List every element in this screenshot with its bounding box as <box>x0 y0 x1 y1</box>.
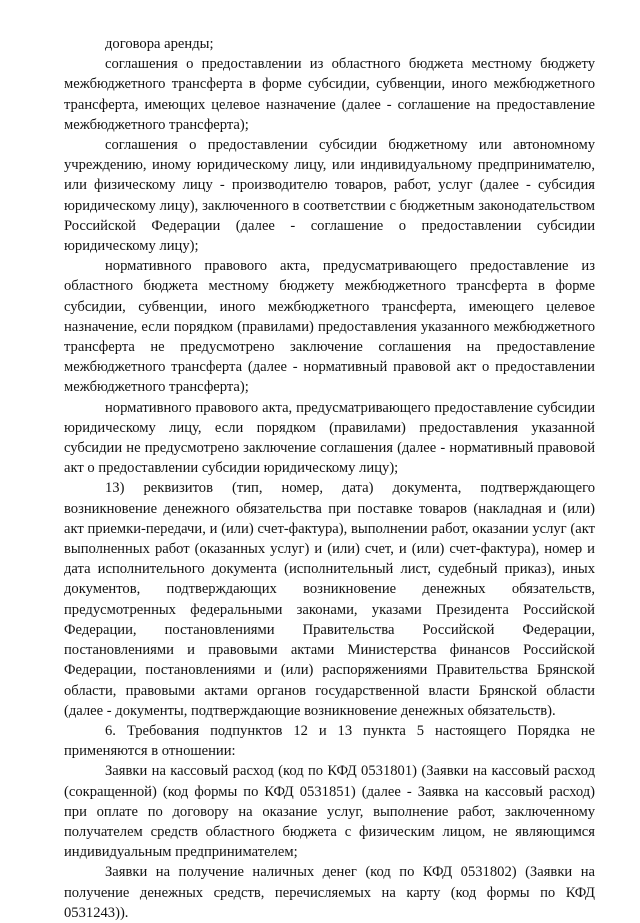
paragraph-subsidy-agreement: соглашения о предоставлении субсидии бюджетному или автономному учреждению, иному юридическому лицу, или индивидуальному предпринимателю, или физическому лицу - производителю товаров, работ, услуг (далее - субсидия юридическому лицу), заключенного в соответствии с бюджетным законодательством Российской Федерации (далее - соглашение о предоставлении субсидии юридическому лицу); <box>64 137 595 255</box>
document-page <box>64 34 595 923</box>
paragraph-item-6: 6. Требования подпунктов 12 и 13 пункта 5 настоящего Порядка не применяются в отношении: <box>64 722 595 760</box>
paragraph-interbudget-agreement: соглашения о предоставлении из областного бюджета местному бюджету межбюджетного трансферта в форме субсидии, субвенции, иного межбюджетного трансферта, имеющих целевое назначение (далее - соглашение на предоставление межбюджетного трансферта); <box>64 56 595 133</box>
paragraph-cash-expense-request: Заявки на кассовый расход (код по КФД 0531801) (Заявки на кассовый расход (сокращенной) (код формы по КФД 0531851) (далее - Заявка на кассовый расход) при оплате по договору на оказание услуг, выполнение работ, заключенному получателем средств областного бюджета с физическим лицом, не являющимся индивидуальным предпринимателем; <box>64 763 595 861</box>
paragraph-lease-agreement: договора аренды; <box>105 36 214 52</box>
paragraph-interbudget-normative-act: нормативного правового акта, предусматривающего предоставление из областного бюджета местному бюджету межбюджетного трансферта в форме субсидии, субвенции, иного межбюджетного трансферта, имеющего целевое назначение, если порядком (правилами) предоставления указанного межбюджетного трансферта не предусмотрено заключение соглашения на предоставление межбюджетного трансферта (далее - нормативный правовой акт о предоставлении межбюджетного трансферта); <box>64 258 595 396</box>
paragraph-subsidy-normative-act: нормативного правового акта, предусматривающего предоставление субсидии юридическому лицу, если порядком (правилами) предоставления указанной субсидии не предусмотрено заключение соглашения (далее - нормативный правовой акт о предоставлении субсидии юридическому лицу); <box>64 399 595 477</box>
paragraph-cash-withdrawal-request: Заявки на получение наличных денег (код по КФД 0531802) (Заявки на получение денежных средств, перечисляемых на карту (код формы по КФД 0531243)). <box>64 864 595 921</box>
paragraph-item-13: 13) реквизитов (тип, номер, дата) документа, подтверждающего возникновение денежного обязательства при поставке товаров (накладная и (или) акт приемки-передачи, и (или) счет-фактура), выполнении работ, оказании услуг (акт выполненных работ (оказанных услуг) и (или) счет, и (или) счет-фактура), номер и дата исполнительного документа (исполнительный лист, судебный приказ), иных документов, подтверждающих возникновение денежных обязательств, предусмотренных федеральными законами, указами Президента Российской Федерации, постановлениями Правительства Российской Федерации, постановлениями и правовыми актами Министерства финансов Российской Федерации, постановлениями и (или) распоряжениями Правительства Брянской области, правовыми актами органов государственной власти Брянской области (далее - документы, подтверждающие возникновение денежных обязательств). <box>64 480 595 719</box>
